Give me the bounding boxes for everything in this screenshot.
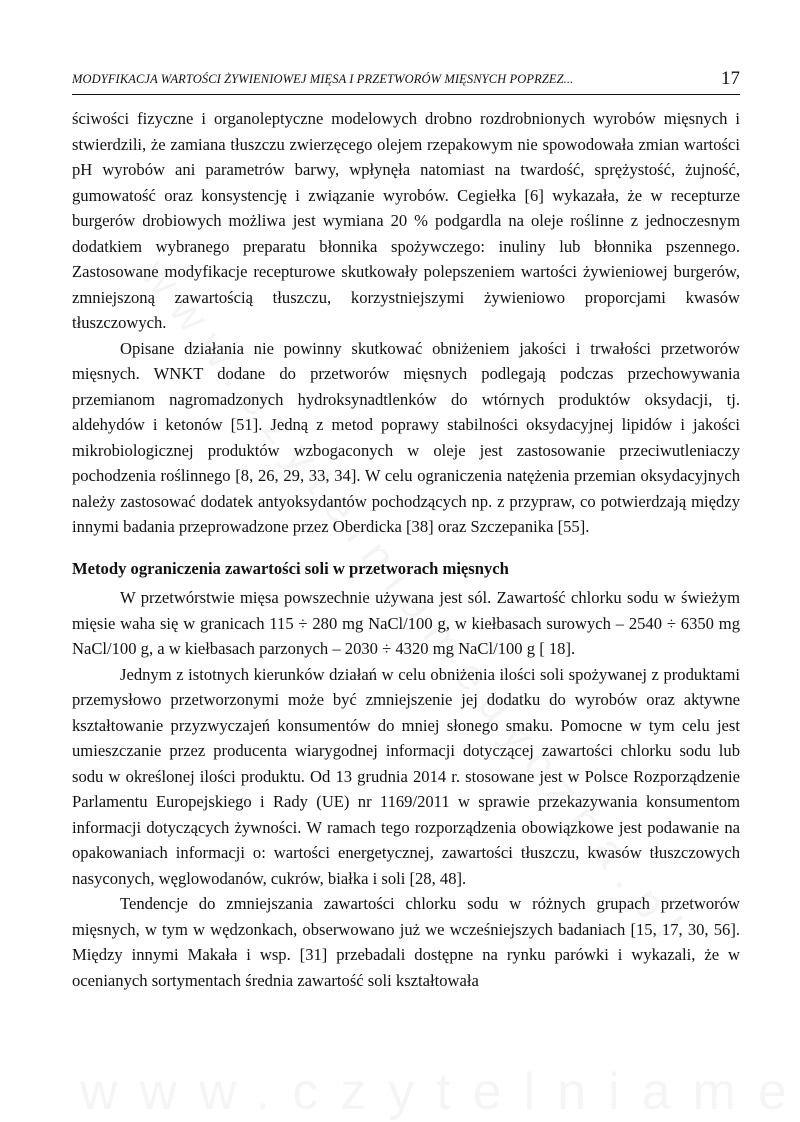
article-body xyxy=(72,106,740,993)
paragraph-salt-reduction: Jednym z istotnych kierunków działań w celu obniżenia ilości soli spożywanej z produktami przemysłowo przetworzonymi może być zmniejszenie jej dodatku do wyrobów oraz aktywne kształtowanie przyzwyczajeń konsumentów do mniej słonego smaku. Pomocne w tym celu jest umieszczanie przez producenta wiarygodnej informacji dotyczącej zawartości chlorku sodu lub sodu w określonej ilości produktu. Od 13 grudnia 2014 r. stosowane jest w Polsce Rozporządzenie Parlamentu Europejskiego i Rady (UE) nr 1169/2011 w sprawie przekazywania konsumentom informacji dotyczących żywności. W ramach tego rozporządzenia obowiązkowe jest podawanie na opakowaniach informacji o: wartości energetycznej, zawartości tłuszczu, kwasów tłuszczowych nasyconych, węglowodanów, cukrów, białka i soli [28, 48]. xyxy=(72,664,740,888)
running-title: MODYFIKACJA WARTOŚCI ŻYWIENIOWEJ MIĘSA I PRZETWORÓW MIĘSNYCH POPRZEZ... xyxy=(72,72,574,86)
page-header xyxy=(72,68,740,95)
bottom-watermark xyxy=(80,1062,800,1122)
paragraph-salt-content: W przetwórstwie mięsa powszechnie używana jest sól. Zawartość chlorku sodu w świeżym mięsie waha się w granicach 115 ÷ 280 mg NaCl/100 g, w kiełbasach surowych – 2540 ÷ 6350 mg NaCl/100 g, a w kiełbasach parzonych – 2030 ÷ 4320 mg NaCl/100 g [ 18]. xyxy=(72,588,740,658)
paragraph-tendencies: Tendencje do zmniejszania zawartości chlorku sodu w różnych grupach przetworów mięsnych, w tym w wędzonkach, obserwowano już we wcześniejszych badaniach [15, 17, 30, 56]. Między innymi Makała i wsp. [31] przebadali dostępne na rynku parówki i wykazali, że w ocenianych sortymentach średnia zawartość soli kształtowała xyxy=(72,894,740,990)
page-number: 17 xyxy=(721,68,740,89)
paragraph-oxidation: Opisane działania nie powinny skutkować obniżeniem jakości i trwałości przetworów mięsnych. WNKT dodane do przetworów mięsnych podlegają podczas przechowywania przemianom nagromadzonych hydroksynadtlenków do wtórnych produktów oksydacji, tj. aldehydów i ketonów [51]. Jedną z metod poprawy stabilności oksydacyjnej lipidów i jakości mikrobiologicznej produktów wzbogaconych w oleje jest zastosowanie przeciwutleniaczy pochodzenia roślinnego [8, 26, 29, 33, 34]. W celu ograniczenia natężenia przemian oksydacyjnych należy zastosować dodatek antyoksydantów pochodzących np. z przypraw, co potwierdzają między innymi badania przeprowadzone przez Oberdicka [38] oraz Szczepanika [55]. xyxy=(72,338,740,536)
paragraph-continued: ściwości fizyczne i organoleptyczne modelowych drobno rozdrobnionych wyrobów mięsnych i stwierdzili, że zamiana tłuszczu zwierzęcego olejem rzepakowym nie spowodowała zmian wartości pH wyrobów ani parametrów barwy, wpłynęła natomiast na twardość, sprężystość, żujność, gumowatość oraz konsystencję i związanie wyrobów. Cegiełka [6] wykazała, że w recepturze burgerów drobiowych możliwa jest wymiana 20 % podgardla na oleje roślinne z jednoczesnym dodatkiem wybranego preparatu błonnika spożywczego: inuliny lub błonnika pszennego. Zastosowane modyfikacje recepturowe skutkowały polepszeniem wartości żywieniowej burgerów, zmniejszoną zawartością tłuszczu, korzystniejszymi żywieniowo proporcjami kwasów tłuszczowych. xyxy=(72,109,740,332)
section-heading: Metody ograniczenia zawartości soli w przetworach mięsnych xyxy=(72,558,509,578)
